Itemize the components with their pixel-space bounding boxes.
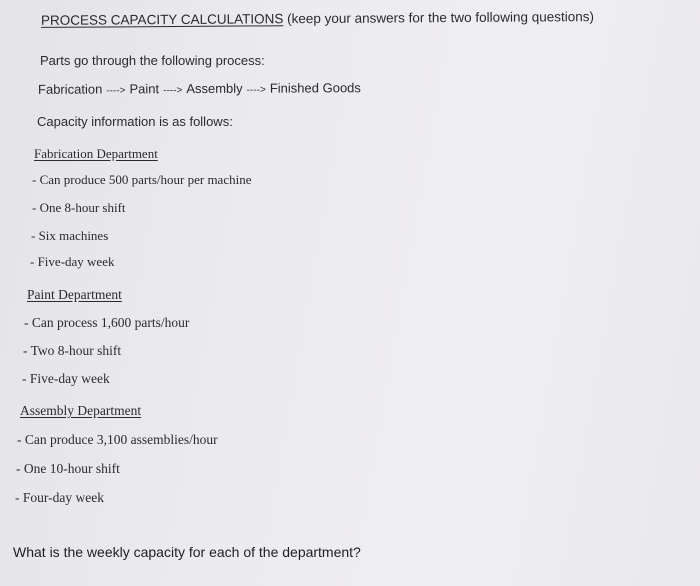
title-line (41, 9, 594, 28)
title-note: (keep your answers for the two following questions) (283, 9, 595, 27)
fabrication-item: - Five-day week (30, 254, 115, 269)
flow-arrow: ----> (246, 84, 266, 96)
flow-arrow: ----> (106, 85, 126, 97)
flow-arrow: ----> (163, 85, 183, 97)
fabrication-item: - Can produce 500 parts/hour per machine (32, 172, 252, 187)
flow-step-paint: Paint (129, 81, 160, 97)
assembly-heading: Assembly Department (20, 403, 142, 418)
fabrication-item: - Six machines (31, 228, 109, 243)
fabrication-heading: Fabrication Department (34, 146, 158, 161)
capacity-intro: Capacity information is as follows: (37, 114, 233, 129)
assembly-item: - Four-day week (15, 490, 104, 505)
process-flow (38, 80, 361, 97)
paint-item: - Can process 1,600 parts/hour (24, 315, 190, 330)
paint-item: - Five-day week (22, 371, 110, 386)
fabrication-item: - One 8-hour shift (32, 200, 126, 215)
paint-item: - Two 8-hour shift (23, 343, 122, 358)
flow-step-assembly: Assembly (186, 80, 243, 97)
flow-step-fabrication: Fabrication (37, 81, 103, 97)
paint-heading: Paint Department (27, 287, 122, 302)
assembly-item: - One 10-hour shift (16, 461, 120, 476)
intro-text: Parts go through the following process: (40, 53, 265, 68)
flow-step-finished-goods: Finished Goods (269, 80, 361, 96)
assembly-item: - Can produce 3,100 assemblies/hour (17, 432, 218, 447)
question-text: What is the weekly capacity for each of the department? (13, 544, 361, 560)
page-title: PROCESS CAPACITY CALCULATIONS (40, 11, 284, 28)
